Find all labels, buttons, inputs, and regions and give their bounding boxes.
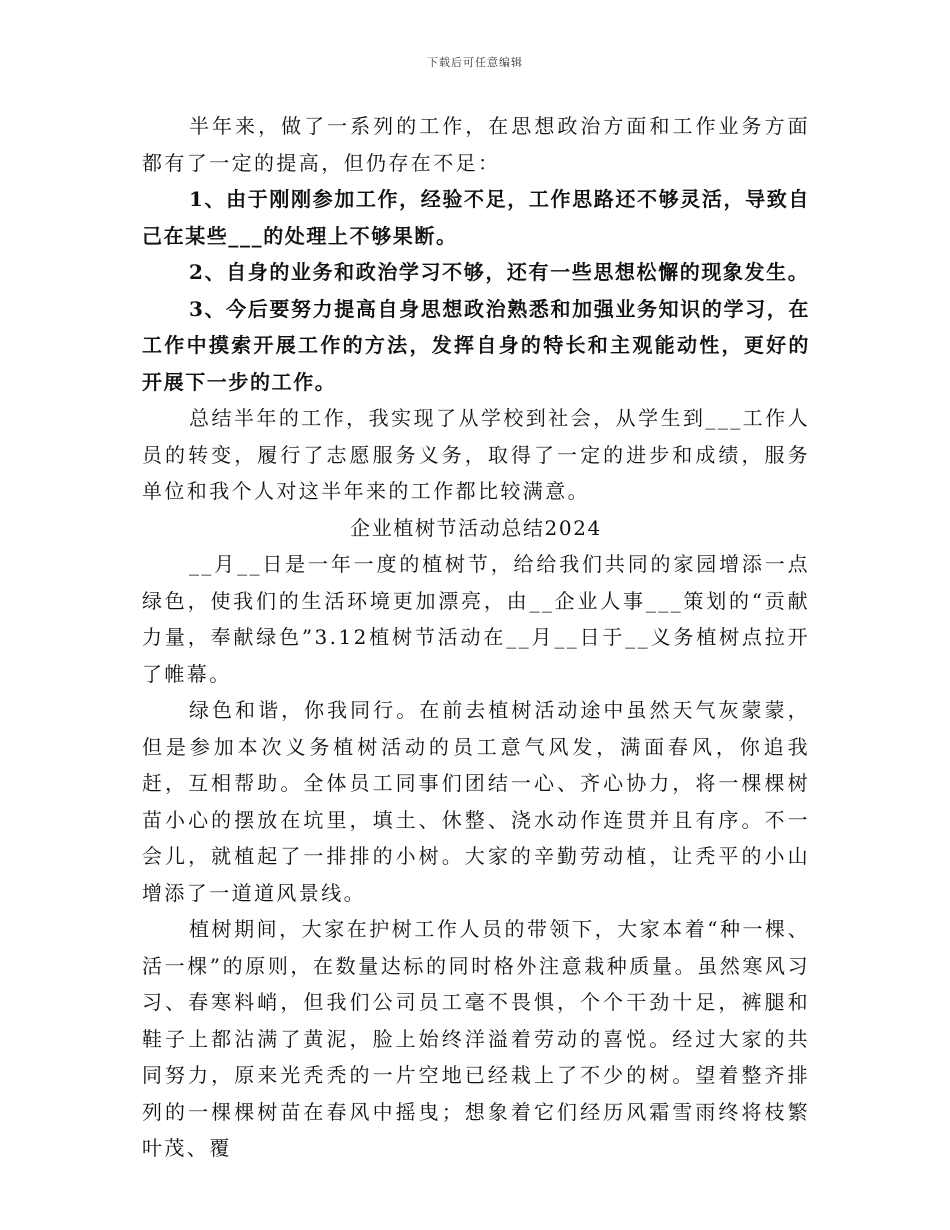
improvement-point-3: 3、今后要努力提高自身思想政治熟悉和加强业务知识的学习，在工作中摸索开展工作的方法，发挥自身的特长和主观能动性，更好的开展下一步的工作。 xyxy=(142,296,810,394)
event-paragraph-3: 植树期间，大家在护树工作人员的带领下，大家本着“种一棵、活一棵”的原则，在数量达标的同时格外注意栽种质量。虽然寒风习习、春寒料峭，但我们公司员工毫不畏惧，个个干劲十足，裤腿和鞋子上都沾满了黄泥，脸上始终洋溢着劳动的喜悦。经过大家的共同努力，原来光秃秃的一片空地已经栽上了不少的树。望着整齐排列的一棵棵树苗在春风中摇曳；想象着它们经历风霜雪雨终将枝繁叶茂、覆 xyxy=(142,917,810,1160)
event-paragraph-1: __月__日是一年一度的植树节，给给我们共同的家园增添一点绿色，使我们的生活环境更加漂亮，由__企业人事___策划的“贡献力量，奉献绿色”3.12植树节活动在__月__日于__义务植树点拉开了帷幕。 xyxy=(142,552,810,686)
document-body xyxy=(142,108,810,1167)
event-paragraph-2: 绿色和谐，你我同行。在前去植树活动途中虽然天气灰蒙蒙，但是参加本次义务植树活动的员工意气风发，满面春风，你追我赶，互相帮助。全体员工同事们团结一心、齐心协力，将一棵棵树苗小心的摆放在坑里，填土、休整、浇水动作连贯并且有序。不一会儿，就植起了一排排的小树。大家的辛勤劳动植，让秃平的小山增添了一道道风景线。 xyxy=(142,698,810,905)
header-note: 下载后可任意编辑 xyxy=(427,56,523,69)
shortcoming-point-1: 1、由于刚刚参加工作，经验不足，工作思路还不够灵活，导致自己在某些___的处理上不够果断。 xyxy=(142,187,810,248)
shortcoming-point-2: 2、自身的业务和政治学习不够，还有一些思想松懈的现象发生。 xyxy=(189,260,810,284)
summary-paragraph: 总结半年的工作，我实现了从学校到社会，从学生到___工作人员的转变，履行了志愿服务义务，取得了一定的进步和成绩，服务单位和我个人对这半年来的工作都比较满意。 xyxy=(142,406,810,503)
section-title: 企业植树节活动总结2024 xyxy=(350,515,602,540)
intro-paragraph: 半年来，做了一系列的工作，在思想政治方面和工作业务方面都有了一定的提高，但仍存在不足： xyxy=(142,114,810,175)
